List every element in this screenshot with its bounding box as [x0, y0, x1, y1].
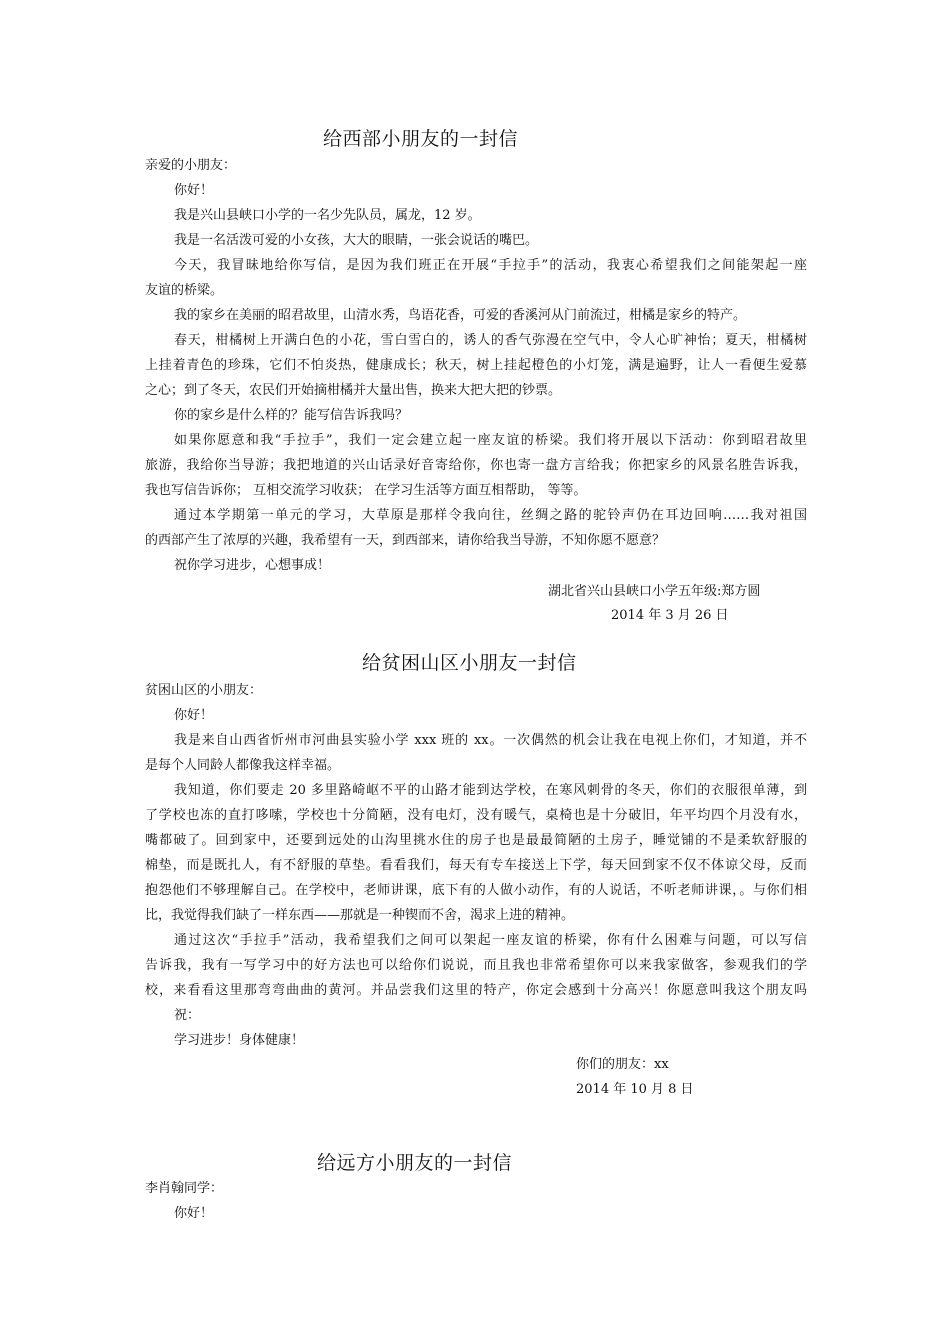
letter2-salutation: 贫困山区的小朋友：	[145, 683, 263, 698]
paragraph-line: 学习进步！身体健康！	[174, 1033, 305, 1048]
letter2-date: 2014 年 10 月 8 日	[576, 1082, 694, 1097]
paragraph-line: 春天，柑橘树上开满白色的小花，雪白雪白的，诱人的香气弥漫在空气中，令人心旷神怡；夏天，柑橘树	[174, 333, 807, 348]
letter1-date: 2014 年 3 月 26 日	[611, 608, 729, 623]
paragraph-line: 了学校也冻的直打哆嗦，学校也十分简陋，没有电灯，没有暖气，桌椅也是十分破旧，年平均四个月没有水，	[145, 808, 807, 823]
paragraph-line: 我是一名活泼可爱的小女孩，大大的眼睛，一张会说话的嘴巴。	[174, 233, 539, 248]
paragraph-line: 我的家乡在美丽的昭君故里，山清水秀，鸟语花香，可爱的香溪河从门前流过，柑橘是家乡的特产。	[174, 308, 747, 323]
paragraph-line: 我也写信告诉你； 互相交流学习收获； 在学习生活等方面互相帮助， 等等。	[145, 483, 587, 498]
paragraph-line: 嘴都破了。回到家中，还要到远处的山沟里挑水住的房子也是最最简陋的土房子，睡觉铺的不是柔软舒服的	[145, 833, 807, 848]
paragraph-line: 旅游，我给你当导游；我把地道的兴山话录好音寄给你，你也寄一盘方言给我；你把家乡的风景名胜告诉我，	[145, 458, 807, 473]
paragraph-line: 你的家乡是什么样的？能写信告诉我吗？	[174, 408, 409, 423]
paragraph-line: 你好！	[174, 183, 214, 198]
paragraph-line: 我是来自山西省忻州市河曲县实验小学 xxx 班的 xx。一次偶然的机会让我在电视上你们，才知道，并不	[174, 733, 807, 748]
paragraph-line: 通过这次“手拉手”活动，我希望我们之间可以架起一座友谊的桥梁，你有什么困难与问题，可以写信	[174, 933, 807, 948]
paragraph-line: 是每个人同龄人都像我这样幸福。	[145, 758, 341, 773]
letter1-salutation: 亲爱的小朋友：	[145, 158, 237, 173]
paragraph-line: 你好！	[174, 1206, 214, 1221]
paragraph-line: 上挂着青色的珍珠，它们不怕炎热，健康成长；秋天，树上挂起橙色的小灯笼，满是遍野，让人一看便生爱慕	[145, 358, 807, 373]
paragraph-line: 比，我觉得我们缺了一样东西——那就是一种锲而不舍，渴求上进的精神。	[145, 908, 575, 923]
paragraph-line: 我是兴山县峡口小学的一名少先队员，属龙，12 岁。	[174, 208, 481, 223]
paragraph-line: 祝你学习进步，心想事成！	[174, 558, 331, 573]
paragraph-line: 之心；到了冬天，农民们开始摘柑橘并大量出售，换来大把大把的钞票。	[145, 383, 562, 398]
letter3-title: 给远方小朋友的一封信	[317, 1152, 513, 1174]
paragraph-line: 你好！	[174, 708, 214, 723]
paragraph-line: 通过本学期第一单元的学习，大草原是那样令我向往，丝绸之路的驼铃声仍在耳边回响……我对祖国	[174, 508, 807, 523]
letter3-salutation: 李肖翰同学：	[145, 1181, 224, 1196]
paragraph-line: 友谊的桥梁。	[145, 283, 224, 298]
letter1-title: 给西部小朋友的一封信	[323, 128, 519, 150]
letter1-signature: 湖北省兴山县峡口小学五年级:郑方圆	[548, 584, 761, 599]
letter2-title: 给贫困山区小朋友一封信	[362, 652, 577, 674]
paragraph-line: 告诉我，我有一写学习中的好方法也可以给你们说说，而且我也非常希望你可以来我家做客，参观我们的学	[145, 958, 807, 973]
paragraph-line: 抱怨他们不够理解自己。在学校中，老师讲课，底下有的人做小动作，有的人说话，不听老师讲课，。与你们相	[145, 883, 807, 898]
paragraph-line: 校，来看看这里那弯弯曲曲的黄河。并品尝我们这里的特产，你定会感到十分高兴！你愿意叫我这个朋友吗	[145, 983, 807, 998]
paragraph-line: 棉垫，而是既扎人，有不舒服的草垫。看看我们，每天有专车接送上下学，每天回到家不仅不体谅父母，反而	[145, 858, 807, 873]
letter2-signature: 你们的朋友：xx	[576, 1057, 669, 1072]
paragraph-line: 今天，我冒昧地给你写信，是因为我们班正在开展“手拉手”的活动，我衷心希望我们之间能架起一座	[174, 258, 807, 273]
paragraph-line: 祝：	[174, 1008, 201, 1023]
paragraph-line: 我知道，你们要走 20 多里路崎岖不平的山路才能到达学校，在寒风刺骨的冬天，你们的衣服很单薄，到	[174, 783, 807, 798]
paragraph-line: 如果你愿意和我“手拉手”，我们一定会建立起一座友谊的桥梁。我们将开展以下活动：你到昭君故里	[174, 433, 807, 448]
paragraph-line: 的西部产生了浓厚的兴趣，我希望有一天，到西部来，请你给我当导游，不知你愿不愿意？	[145, 533, 666, 548]
